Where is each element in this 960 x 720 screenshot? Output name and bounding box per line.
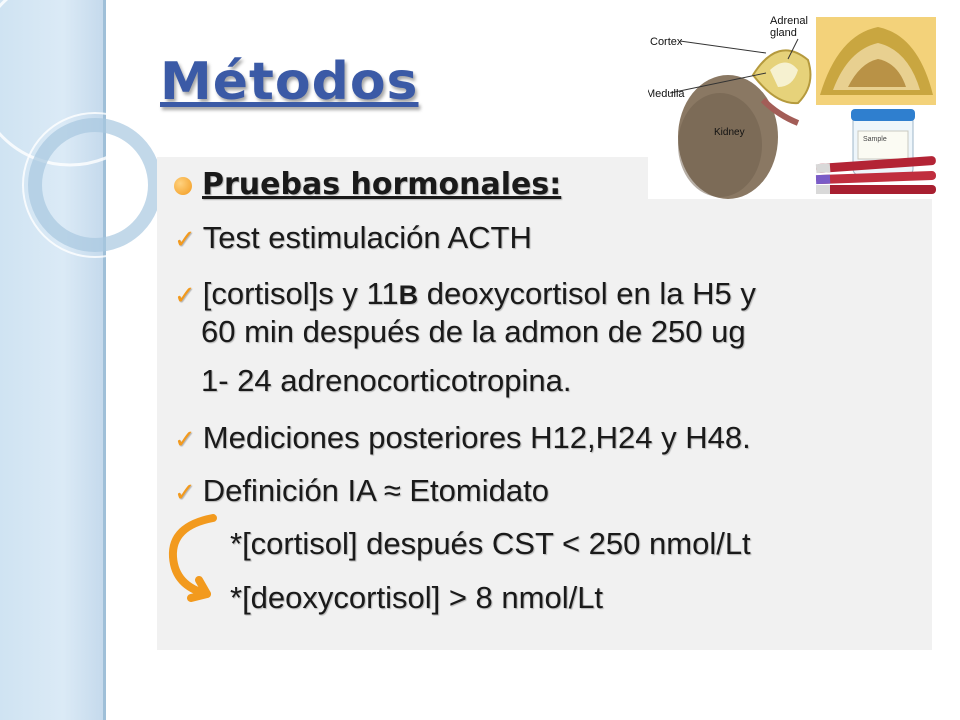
beta-glyph: B <box>398 280 419 310</box>
adrenal-kidney-image <box>648 15 938 199</box>
adrenal-label: Adrenal <box>770 15 808 27</box>
criteria-cortisol: *[cortisol] después CST < 250 nmol/Lt <box>230 526 751 561</box>
item-text-rest: deoxycortisol en la H5 y <box>418 276 756 311</box>
item-text: [cortisol]s y 11 <box>202 276 399 311</box>
list-item-definicion <box>174 473 549 510</box>
section-heading: Pruebas hormonales: <box>202 167 562 202</box>
orange-circle-icon <box>174 177 192 195</box>
list-item-acth <box>174 220 532 257</box>
sample-label: Sample <box>863 136 887 143</box>
item-text: Mediciones posteriores H12,H24 y H48. <box>202 420 751 455</box>
blood-tubes <box>816 156 936 194</box>
medulla-label: Medulla <box>648 88 685 100</box>
item-text: Definición IA ≈ Etomidato <box>202 473 549 508</box>
curved-arrow-icon <box>163 512 223 602</box>
kidney-label: Kidney <box>714 127 745 138</box>
list-item-cortisol-line2: 60 min después de la admon de 250 ug <box>201 314 746 349</box>
list-item-mediciones <box>174 420 751 457</box>
list-item-cortisol <box>174 276 756 313</box>
checkmark-icon: ✓ <box>174 280 196 310</box>
gland-label: gland <box>770 27 797 39</box>
checkmark-icon: ✓ <box>174 424 196 454</box>
heading-item <box>174 166 561 203</box>
checkmark-icon: ✓ <box>174 224 196 254</box>
checkmark-icon: ✓ <box>174 477 196 507</box>
item-text: Test estimulación ACTH <box>202 220 532 255</box>
slide-title: Métodos <box>160 52 419 112</box>
criteria-deoxycortisol: *[deoxycortisol] > 8 nmol/Lt <box>230 580 604 615</box>
list-item-cortisol-line3: 1- 24 adrenocorticotropina. <box>201 363 572 398</box>
cortex-label: Cortex <box>650 36 683 48</box>
